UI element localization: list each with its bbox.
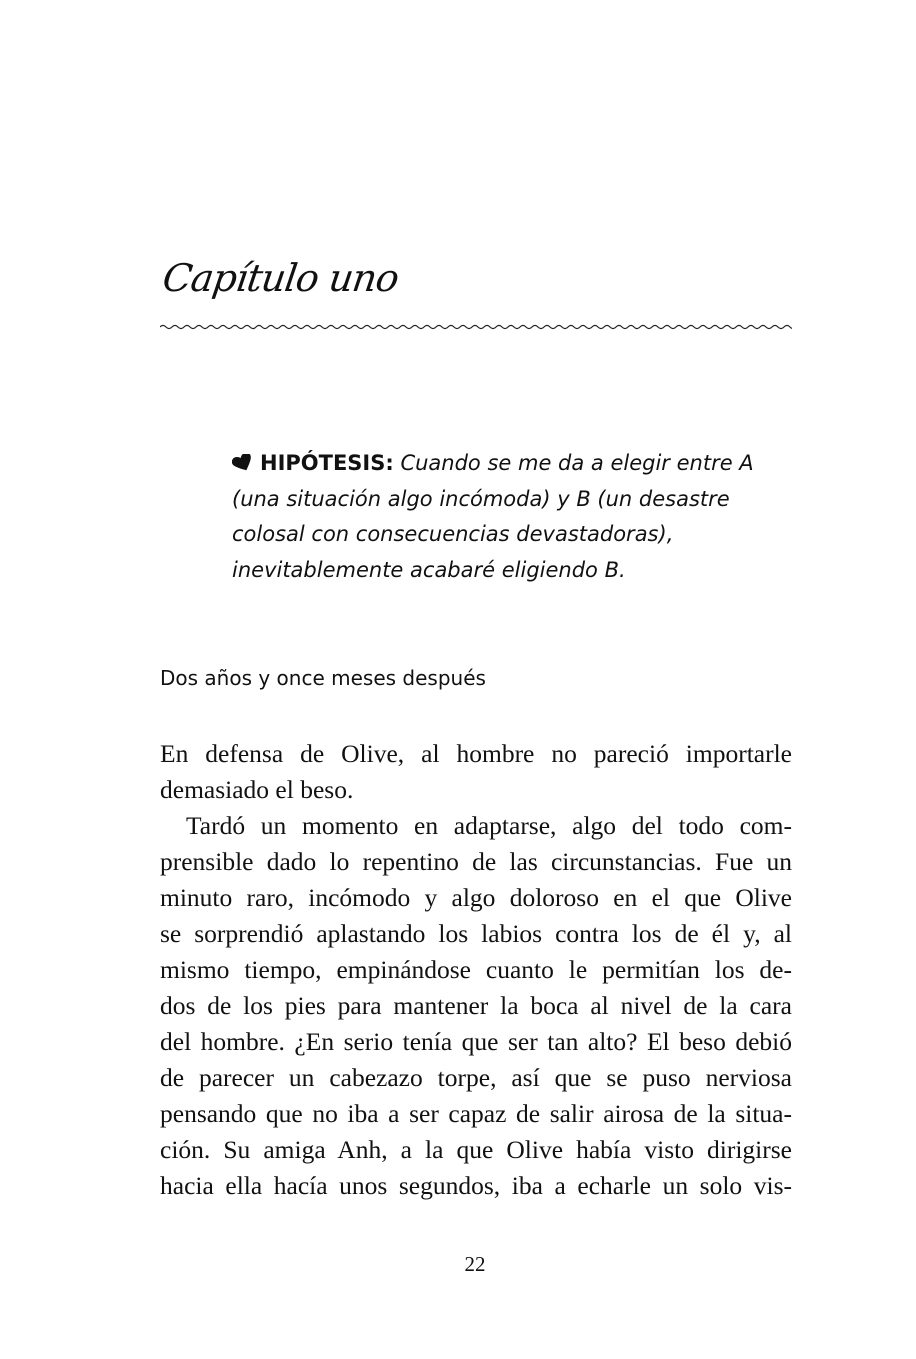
- paragraph-line: se sorprendió aplastando los labios contra los de él y, al: [160, 919, 792, 948]
- body-text: [160, 736, 792, 1204]
- paragraph-line: minuto raro, incómodo y algo doloroso en el que Olive: [160, 883, 792, 912]
- paragraph-line: del hombre. ¿En serio tenía que ser tan alto? El beso debió: [160, 1027, 792, 1056]
- paragraph-line: En defensa de Olive, al hombre no pareció importarle: [160, 739, 792, 768]
- hypothesis-text: colosal con consecuencias devastadoras),: [232, 522, 674, 546]
- paragraph-line: pensando que no iba a ser capaz de salir airosa de la situa-: [160, 1099, 792, 1128]
- paragraph-line: demasiado el beso.: [160, 775, 354, 804]
- paragraph-line: hacia ella hacía unos segundos, iba a echarle un solo vis-: [160, 1171, 792, 1200]
- paragraph-line: dos de los pies para mantener la boca al nivel de la cara: [160, 991, 792, 1020]
- paragraph-line: ción. Su amiga Anh, a la que Olive había visto dirigirse: [160, 1135, 792, 1164]
- heart-icon: [232, 454, 254, 472]
- hypothesis-line: [232, 446, 802, 482]
- wavy-divider: [160, 320, 792, 334]
- hypothesis-text: (una situación algo incómoda) y B (un desastre: [232, 486, 730, 511]
- hypothesis-text: Cuando se me da a elegir entre A: [400, 451, 754, 475]
- page-number: 22: [464, 1252, 486, 1276]
- paragraph-line: mismo tiempo, empinándose cuanto le permitían los de-: [160, 955, 792, 984]
- section-subheading: Dos años y once meses después: [160, 666, 486, 690]
- chapter-title: Capítulo uno: [160, 256, 402, 300]
- paragraph-line: de parecer un cabezazo torpe, así que se puso nerviosa: [160, 1063, 792, 1092]
- hypothesis-label: HIPÓTESIS:: [260, 451, 394, 475]
- paragraph-line: prensible dado lo repentino de las circunstancias. Fue un: [160, 847, 792, 876]
- hypothesis-block: [232, 446, 802, 588]
- paragraph-line: Tardó un momento en adaptarse, algo del todo com-: [186, 811, 792, 840]
- hypothesis-text: inevitablemente acabaré eligiendo B.: [232, 557, 626, 582]
